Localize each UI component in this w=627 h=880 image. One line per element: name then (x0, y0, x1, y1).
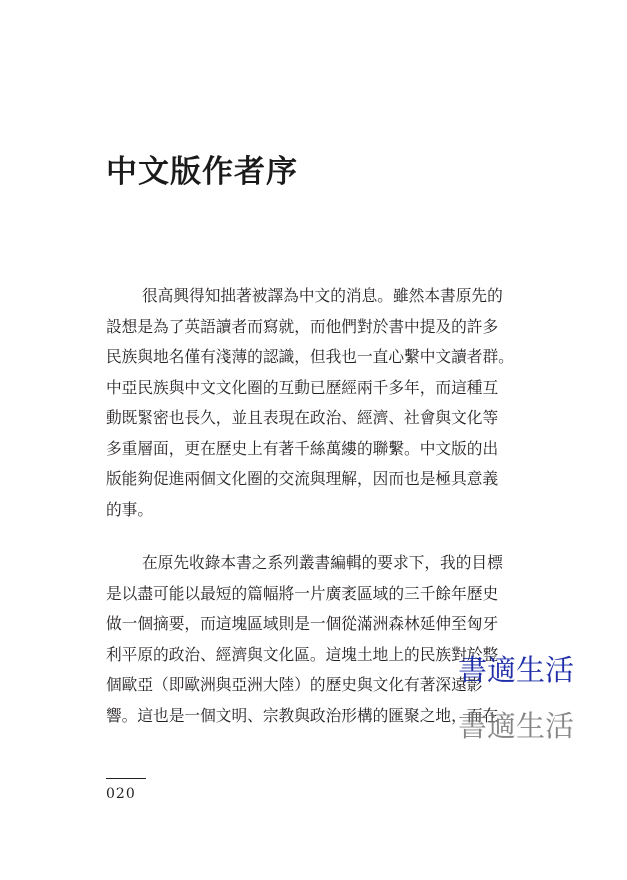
paragraph-2 (106, 548, 536, 731)
paragraph-line: 個歐亞（即歐洲與亞洲大陸）的歷史與文化有著深遠影 (106, 675, 483, 694)
paragraph-line: 設想是為了英語讀者而寫就，而他們對於書中提及的許多 (106, 316, 499, 336)
paragraph-line: 動既緊密也長久，並且表現在政治、經濟、社會與文化等 (106, 408, 499, 427)
paragraph-line: 利平原的政治、經濟與文化區。這塊土地上的民族對於整 (106, 644, 499, 664)
watermark-blue: 書適生活 (458, 653, 575, 687)
chapter-title: 中文版作者序 (106, 154, 298, 190)
paragraph-line: 中亞民族與中文文化圈的互動已歷經兩千多年，而這種互 (106, 377, 499, 397)
footer-rule (106, 778, 146, 779)
paragraph-line: 做一個摘要，而這塊區域則是一個從滿洲森林延伸至匈牙 (106, 614, 499, 633)
paragraph-line: 響。這也是一個文明、宗教與政治形構的匯聚之地，而在 (106, 705, 499, 725)
page-number: 020 (106, 786, 136, 802)
paragraph-line: 很高興得知拙著被譯為中文的消息。雖然本書原先的 (142, 286, 503, 305)
paragraph-line: 在原先收錄本書之系列叢書編輯的要求下，我的目標 (142, 553, 503, 572)
paragraph-line: 多重層面，更在歷史上有著千絲萬縷的聯繫。中文版的出 (106, 438, 499, 458)
paragraph-1 (106, 281, 536, 525)
paragraph-line: 的事。 (106, 499, 154, 519)
paragraph-line: 是以盡可能以最短的篇幅將一片廣袤區域的三千餘年歷史 (106, 583, 499, 603)
watermark-gray: 書適生活 (458, 709, 575, 743)
paragraph-line: 版能夠促進兩個文化圈的交流與理解，因而也是極具意義 (106, 469, 499, 488)
paragraph-line: 民族與地名僅有淺薄的認識，但我也一直心繫中文讀者群。 (106, 347, 514, 366)
